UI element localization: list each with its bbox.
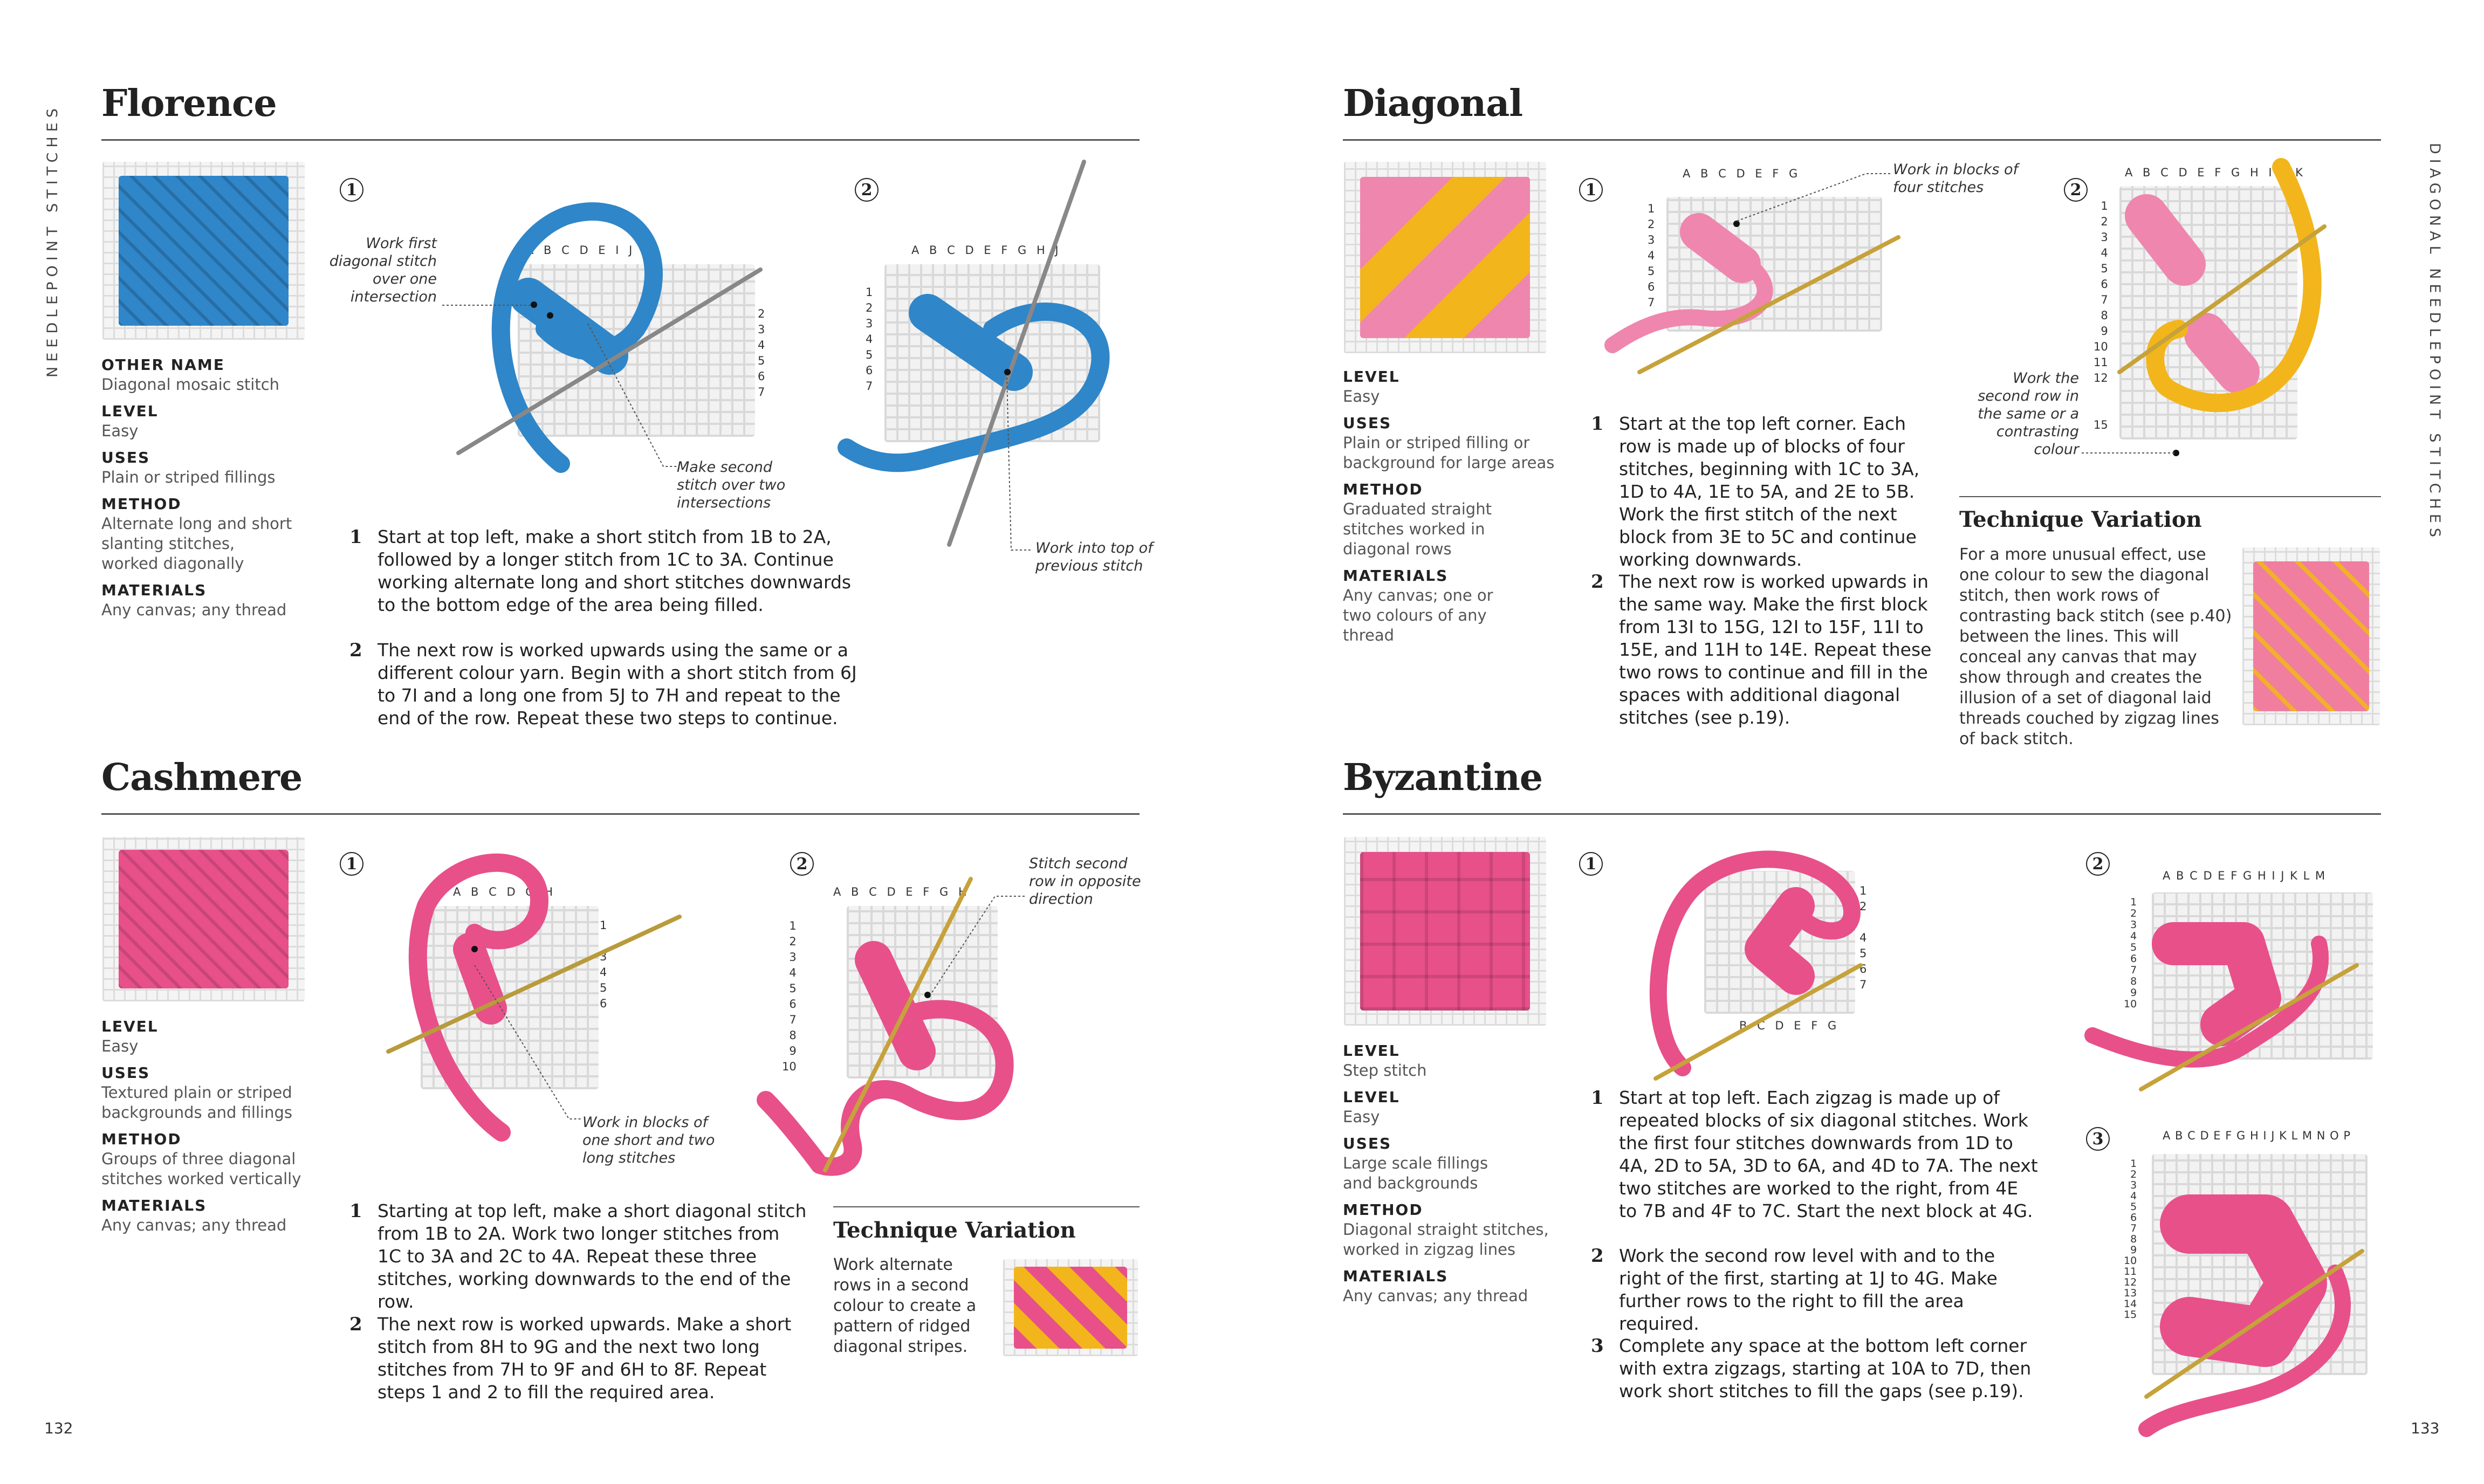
florence-info-label: METHOD <box>101 495 182 513</box>
florence-fig2-leader <box>1006 377 1038 555</box>
diagonal-info-value: Any canvas; one or two colours of any thread <box>1343 586 1493 644</box>
diagonal-variation-swatch <box>2242 547 2380 725</box>
cashmere-variation-text: Work alternate rows in a second colour to create a pattern of ridged diagonal stripes. <box>833 1255 977 1356</box>
cashmere-variation-title: Technique Variation <box>833 1218 1076 1243</box>
florence-fig1-callout-second-stitch: Make second stitch over two intersections <box>677 459 786 511</box>
cashmere-info <box>101 1016 317 1235</box>
florence-fig1-column-labels: A B C D E I J <box>526 244 636 257</box>
right-page-side-label: DIAGONAL NEEDLEPOINT STITCHES <box>2426 143 2443 542</box>
diagonal-swatch <box>1344 162 1546 353</box>
florence-info-label: LEVEL <box>101 402 159 420</box>
florence-fig1-leader-2 <box>588 324 685 475</box>
cashmere-step-body: Starting at top left, make a short diagonal stitch from 1B to 2A. Work two longer stitches from 1C to 3A and 2C to 4A. Repeat these three stitches, working downwards to the end of the row. <box>378 1200 807 1312</box>
left-page-number: 132 <box>44 1419 73 1437</box>
byzantine-info <box>1343 1041 1559 1306</box>
cashmere-fig1-column-labels: A B C D G H <box>453 885 557 898</box>
florence-fig1-leader-1 <box>442 302 534 313</box>
byzantine-fig2-column-labels: A B C D E F G H I J K L M <box>2163 869 2327 882</box>
cashmere-info-value: Any canvas; any thread <box>101 1216 287 1234</box>
diagonal-fig1-column-labels: A B C D E F G <box>1683 167 1801 180</box>
byzantine-fig2-row-labels: 1 2 3 4 5 6 7 8 9 10 <box>2124 896 2137 1010</box>
florence-step-number: 1 <box>349 526 362 548</box>
byzantine-title: Byzantine <box>1343 756 1543 799</box>
cashmere-fig1-callout: Work in blocks of one short and two long stitches <box>582 1114 715 1166</box>
diagonal-fig1-row-labels: 1 2 3 4 5 6 7 <box>1648 202 1655 309</box>
florence-info-value: Alternate long and short slanting stitches, worked diagonally <box>101 514 292 573</box>
cashmere-info-label: USES <box>101 1064 150 1082</box>
right-page-number: 133 <box>2411 1419 2440 1437</box>
cashmere-title: Cashmere <box>101 756 303 799</box>
byzantine-swatch <box>1344 837 1546 1026</box>
cashmere-fig2-leader <box>930 895 1027 1003</box>
diagonal-step-1-text <box>1591 413 1941 571</box>
diagonal-fig2-illustration <box>2114 156 2341 480</box>
byzantine-step-number: 3 <box>1591 1335 1604 1357</box>
florence-fig1-row-labels: 2 3 4 5 6 7 <box>758 307 765 399</box>
diagonal-step-body: Start at the top left corner. Each row is made up of blocks of four stitches, beginning with 1C to 3A, 1D to 4A, 1E to 5A, and 2E to 5B. Work the first stitch of the next block from 3E to 5C and continue working downwards. <box>1619 413 1920 570</box>
byzantine-step-body: Start at top left. Each zigzag is made up of repeated blocks of six diagonal stitches. Work the first four stitches downwards from 1D to 4A, 2D to 5A, 3D to 6A, and 4D to 7A. The next two stitches are worked to the right, from 4E to 7B and 4F to 7C. Start the next block at 4G. <box>1619 1087 2038 1221</box>
cashmere-step-2-marker: 2 <box>790 852 814 876</box>
byzantine-fig1-row-labels: 1 2 4 5 6 7 <box>1859 884 1867 991</box>
byzantine-fig2-illustration <box>2082 884 2384 1100</box>
diagonal-info-value: Easy <box>1343 387 1380 406</box>
diagonal-step-1-marker: 1 <box>1579 178 1603 202</box>
diagonal-fig2-callout: Work the second row in the same or a contrasting colour <box>1978 370 2079 458</box>
byzantine-fig3-column-labels: A B C D E F G H I J K L M N O P <box>2163 1129 2351 1142</box>
florence-info-label: MATERIALS <box>101 581 207 599</box>
cashmere-fig2-row-labels: 1 2 3 4 5 6 7 8 9 10 <box>782 919 797 1073</box>
byzantine-fig1-column-labels: B C D E F G <box>1739 1019 1840 1032</box>
florence-info-value: Easy <box>101 422 139 440</box>
byzantine-info-value: Easy <box>1343 1108 1380 1126</box>
diagonal-variation-text: For a more unusual effect, use one colour to sew the diagonal stitch, then work rows of contrasting back stitch (see p.40) between the lines. This will conceal any canvas that may show through and creates the illusion of a set of diagonal laid threads couched by zigzag lines of back stitch. <box>1959 545 2232 748</box>
byzantine-info-value: Large scale fillings and backgrounds <box>1343 1154 1488 1192</box>
diagonal-fig2-column-labels: A B C D E F G H I J K <box>2125 166 2306 179</box>
florence-info-value: Diagonal mosaic stitch <box>101 375 280 394</box>
diagonal-step-body: The next row is worked upwards in the same way. Make the first block from 13I to 15G, 12I to 15F, 11I to 15E, and 11H to 14E. Repeat these two rows to continue and fill in the spaces with additional diagonal stitches (see p.19). <box>1619 571 1932 728</box>
florence-step-2-marker: 2 <box>855 178 879 202</box>
florence-step-2-text <box>349 639 862 730</box>
florence-step-number: 2 <box>349 640 362 661</box>
cashmere-step-body: The next row is worked upwards. Make a short stitch from 8H to 9G and the next two long stitches from 7H to 9F and 6H to 8F. Repeat steps 1 and 2 to fill the required area. <box>378 1314 792 1403</box>
florence-title: Florence <box>101 82 277 125</box>
florence-step-body: The next row is worked upwards using the same or a different colour yarn. Begin with a short stitch from 6J to 7I and a long one from 5J to 7H and repeat to the end of the row. Repeat these two steps to continue. <box>378 640 857 729</box>
diagonal-info-label: METHOD <box>1343 480 1423 498</box>
byzantine-info-label: USES <box>1343 1135 1392 1152</box>
florence-swatch <box>102 162 305 340</box>
diagonal-fig1-leader <box>1737 173 1893 226</box>
byzantine-info-label: METHOD <box>1343 1201 1423 1219</box>
cashmere-rule <box>101 813 1140 815</box>
diagonal-fig2-row-labels: 1 2 3 4 5 6 7 8 9 10 11 12 15 <box>2094 200 2108 431</box>
byzantine-fig3-row-labels: 1 2 3 4 5 6 7 8 9 10 11 12 13 14 15 <box>2124 1158 2137 1321</box>
cashmere-fig1-row-labels: 1 3 4 5 6 <box>600 919 607 1010</box>
cashmere-fig2-column-labels: A B C D E F G H <box>833 885 970 898</box>
cashmere-swatch <box>102 837 305 1001</box>
diagonal-info-value: Graduated straight stitches worked in diagonal rows <box>1343 500 1492 558</box>
diagonal-step-number: 1 <box>1591 413 1604 435</box>
diagonal-step-number: 2 <box>1591 571 1604 593</box>
cashmere-info-value: Textured plain or striped backgrounds and fillings <box>101 1083 292 1122</box>
byzantine-step-2-text <box>1591 1245 2039 1335</box>
diagonal-step-2-marker: 2 <box>2064 178 2088 202</box>
cashmere-variation-rule <box>833 1206 1140 1207</box>
byzantine-step-number: 1 <box>1591 1087 1604 1109</box>
florence-step-1-marker: 1 <box>340 178 363 202</box>
byzantine-step-body: Work the second row level with and to the right of the first, starting at 1J to 4G. Make further rows to the right to fill the area required. <box>1619 1245 1998 1334</box>
left-page-side-label: NEEDLEPOINT STITCHES <box>44 104 61 377</box>
byzantine-rule <box>1343 813 2381 815</box>
byzantine-info-value: Diagonal straight stitches, worked in zigzag lines <box>1343 1220 1549 1259</box>
cashmere-fig1-leader <box>475 965 588 1127</box>
florence-info-label: OTHER NAME <box>101 356 225 374</box>
byzantine-info-label: LEVEL <box>1343 1042 1400 1060</box>
cashmere-step-1-text <box>349 1200 808 1313</box>
byzantine-step-body: Complete any space at the bottom left corner with extra zigzags, starting at 10A to 7D, then work short stitches to fill the gaps (see p.19). <box>1619 1335 2032 1401</box>
diagonal-title: Diagonal <box>1343 82 1523 125</box>
cashmere-step-2-text <box>349 1313 808 1404</box>
diagonal-fig1-callout: Work in blocks of four stitches <box>1893 161 2019 196</box>
florence-fig2-illustration <box>841 156 1143 566</box>
diagonal-info-label: MATERIALS <box>1343 567 1449 585</box>
byzantine-step-1-marker: 1 <box>1579 852 1603 876</box>
cashmere-info-label: LEVEL <box>101 1018 159 1035</box>
florence-info <box>101 355 317 620</box>
florence-fig1-callout-first-stitch: Work first diagonal stitch over one intersection <box>329 235 437 305</box>
byzantine-fig3-illustration <box>2082 1143 2384 1445</box>
diagonal-variation-title: Technique Variation <box>1959 507 2202 532</box>
byzantine-step-3-marker: 3 <box>2086 1127 2110 1151</box>
cashmere-info-value: Easy <box>101 1037 139 1055</box>
cashmere-info-value: Groups of three diagonal stitches worked vertically <box>101 1150 301 1188</box>
florence-step-body: Start at top left, make a short stitch from 1B to 2A, followed by a longer stitch from 1C to 3A. Continue working alternate long and short stitches downwards to the bottom edge of the area being filled. <box>378 526 852 615</box>
cashmere-info-label: METHOD <box>101 1130 182 1148</box>
diagonal-step-2-text <box>1591 571 1941 729</box>
florence-fig2-column-labels: A B C D E F G H J <box>911 244 1062 257</box>
diagonal-info-label: USES <box>1343 414 1392 432</box>
florence-fig2-row-labels: 1 2 3 4 5 6 7 <box>866 286 873 393</box>
florence-info-value: Any canvas; any thread <box>101 601 287 619</box>
diagonal-info-value: Plain or striped filling or background for large areas <box>1343 434 1555 472</box>
cashmere-step-1-marker: 1 <box>340 852 363 876</box>
diagonal-rule <box>1343 139 2381 141</box>
florence-rule <box>101 139 1140 141</box>
florence-info-value: Plain or striped fillings <box>101 468 276 486</box>
florence-step-1-text <box>349 526 862 616</box>
florence-info-label: USES <box>101 449 150 466</box>
diagonal-fig2-leader <box>2082 448 2179 458</box>
byzantine-step-number: 2 <box>1591 1245 1604 1267</box>
cashmere-fig2-callout: Stitch second row in opposite direction <box>1029 855 1141 908</box>
diagonal-info-label: LEVEL <box>1343 368 1400 386</box>
byzantine-step-1-text <box>1591 1087 2039 1222</box>
cashmere-info-label: MATERIALS <box>101 1197 207 1214</box>
diagonal-variation-rule <box>1959 496 2381 497</box>
byzantine-info-value: Step stitch <box>1343 1061 1427 1080</box>
byzantine-fig1-illustration <box>1634 841 1882 1089</box>
cashmere-step-number: 2 <box>349 1314 362 1335</box>
diagonal-info <box>1343 367 1559 645</box>
cashmere-variation-swatch <box>1003 1259 1138 1356</box>
byzantine-info-value: Any canvas; any thread <box>1343 1287 1528 1305</box>
byzantine-step-2-marker: 2 <box>2086 852 2110 876</box>
byzantine-info-label: LEVEL <box>1343 1088 1400 1106</box>
byzantine-step-3-text <box>1591 1335 2039 1403</box>
cashmere-step-number: 1 <box>349 1200 362 1222</box>
florence-fig2-callout: Work into top of previous stitch <box>1035 540 1153 574</box>
byzantine-info-label: MATERIALS <box>1343 1267 1449 1285</box>
